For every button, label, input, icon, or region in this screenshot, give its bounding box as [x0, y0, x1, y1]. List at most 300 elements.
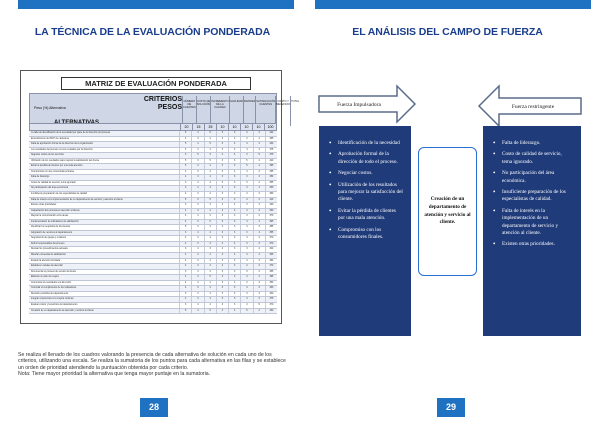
force-field-diagram	[319, 82, 581, 338]
score-cell: 375	[265, 153, 277, 158]
page-title: EL ANÁLISIS DEL CAMPO DE FUERZA	[352, 26, 543, 38]
score-cell: 5	[253, 153, 265, 158]
criterios-label: CRITERIOS PESOS	[143, 96, 182, 111]
score-cell: 3	[191, 292, 203, 297]
score-cell: 3	[253, 281, 265, 286]
score-cell: 3	[191, 259, 203, 264]
score-cell: 3	[216, 181, 228, 186]
score-cell: 3	[253, 236, 265, 241]
score-cell: 3	[216, 286, 228, 291]
score-cell: 3	[228, 259, 240, 264]
score-cell: 4	[240, 148, 252, 153]
score-cell: 3	[228, 225, 240, 230]
score-cell: 4	[204, 297, 216, 302]
score-cell: 3	[191, 198, 203, 203]
alternative-text: Controlar el cumplimiento de los indicadores	[31, 287, 77, 290]
score-cell: 4	[179, 264, 191, 269]
alternative-text: Integrar al personal en la mejora continua	[31, 298, 74, 301]
alternative-text: Implementación de indicadores de satisfacción	[31, 220, 79, 223]
score-cell: 4	[228, 309, 240, 314]
alternative-text: Insuficiente preparación de los especialistas de calidad	[31, 193, 88, 196]
score-cell: 3	[191, 242, 203, 247]
alternative-text: Diseñar encuestas de satisfacción	[31, 254, 66, 257]
score-cell: 4	[191, 148, 203, 153]
score-cell: 4	[204, 231, 216, 236]
score-cell: 3	[179, 231, 191, 236]
score-cell: 3	[179, 270, 191, 275]
score-cell: 3	[191, 281, 203, 286]
score-cell: 3	[204, 153, 216, 158]
criteria-columns	[182, 96, 300, 126]
score-cell: 3	[228, 236, 240, 241]
score-cell: 3	[216, 209, 228, 214]
score-cell: 4	[216, 137, 228, 142]
score-cell: 3	[216, 275, 228, 280]
score-cell: 360	[265, 259, 277, 264]
driving-force-item: • Identificación de la necesidad	[329, 140, 403, 147]
peso-label: Peso (%) Alternativa	[34, 106, 66, 110]
explanation-note: Se realiza el llenado de los cuadros valorando la presencia de cada alternativa de solución en cada uno de los criterios, utilizando una escala. Se realiza la sumatoria de los puntos para cada alternativa en las filas y se establece un orden de prioridad atendiendo la puntuación obtenida por cada criterio. Nota: Tiene mayor prioridad la alternativa que tenga mayor puntaje en la sumatoria.	[18, 352, 286, 378]
score-cell: 5	[204, 159, 216, 164]
score-cell: 4	[216, 309, 228, 314]
score-cell: 3	[253, 253, 265, 258]
score-cell: 3	[240, 242, 252, 247]
score-cell: 4	[204, 181, 216, 186]
score-cell: 3	[253, 259, 265, 264]
score-cell: 3	[253, 170, 265, 175]
score-cell: 3	[240, 137, 252, 142]
score-cell: 3	[216, 214, 228, 219]
score-cell: 3	[216, 198, 228, 203]
score-cell: 4	[240, 297, 252, 302]
score-cell: 3	[179, 292, 191, 297]
score-cell: 3	[191, 253, 203, 258]
score-cell: 4	[204, 137, 216, 142]
score-cell: 3	[179, 203, 191, 208]
page-number: 29	[437, 398, 465, 417]
score-cell: 3	[216, 297, 228, 302]
alternative-text: Los resultados del proceso no son revisados por la dirección	[31, 148, 93, 151]
score-cell: 3	[253, 242, 265, 247]
score-cell: 3	[191, 236, 203, 241]
score-cell: 4	[204, 259, 216, 264]
alternative-text: Revisar los procedimientos actuales	[31, 248, 68, 251]
score-cell: 3	[240, 303, 252, 308]
score-cell: 395	[265, 220, 277, 225]
score-cell: 4	[179, 137, 191, 142]
score-cell: 3	[191, 170, 203, 175]
score-cell: 3	[191, 264, 203, 269]
score-cell: 4	[216, 242, 228, 247]
score-cell: 395	[265, 275, 277, 280]
score-cell: 4	[179, 192, 191, 197]
score-cell: 3	[228, 159, 240, 164]
score-cell: 3	[253, 225, 265, 230]
score-cell: 4	[204, 264, 216, 269]
restraining-force-item: • Costo de calidad de servicio, tema ignorado.	[493, 151, 573, 166]
score-cell: 3	[216, 142, 228, 147]
score-cell: 3	[216, 270, 228, 275]
score-cell: 3	[191, 220, 203, 225]
score-cell: 3	[240, 231, 252, 236]
score-cell: 3	[228, 247, 240, 252]
score-cell: 3	[228, 198, 240, 203]
score-cell: 3	[191, 192, 203, 197]
score-cell: 3	[228, 175, 240, 180]
score-cell: 4	[191, 181, 203, 186]
alternative-text: Existen otras prioridades	[31, 204, 57, 207]
score-cell: 355	[265, 181, 277, 186]
alternative-text: Asignación de recursos al departamento	[31, 231, 73, 234]
score-cell: 5	[179, 159, 191, 164]
score-cell: 4	[253, 231, 265, 236]
score-cell: 4	[240, 198, 252, 203]
restraining-force-item: • Insuficiente preparación de los especialistas de calidad.	[493, 189, 573, 204]
score-cell: 4	[204, 236, 216, 241]
score-cell: 4	[240, 170, 252, 175]
score-cell: 3	[228, 186, 240, 191]
score-cell: 5	[179, 164, 191, 169]
alternative-text: Capacitación del personal en atención al cliente	[31, 209, 80, 212]
alternative-text: Evaluar la atención brindada	[31, 259, 61, 262]
driving-force-item: • Aprobación formal de la dirección de todo el proceso.	[329, 151, 403, 166]
driving-force-item: • Evitar la pérdida de clientes por una mala atención.	[329, 208, 403, 223]
score-cell: 4	[216, 264, 228, 269]
score-cell: 4	[204, 164, 216, 169]
score-cell: 3	[240, 292, 252, 297]
alternative-text: Creación de un departamento de atención y servicio al cliente	[31, 309, 94, 312]
score-cell: 3	[191, 175, 203, 180]
score-cell: 370	[265, 236, 277, 241]
score-cell: 4	[191, 270, 203, 275]
score-cell: 4	[253, 247, 265, 252]
score-cell: 4	[204, 303, 216, 308]
score-cell: 365	[265, 137, 277, 142]
score-cell: 4	[216, 236, 228, 241]
score-cell: 5	[179, 198, 191, 203]
score-cell: 4	[253, 164, 265, 169]
score-cell: 5	[204, 142, 216, 147]
weight-cell: 15	[192, 124, 204, 130]
score-cell: 4	[179, 209, 191, 214]
score-cell: 4	[240, 236, 252, 241]
score-cell: 3	[253, 286, 265, 291]
score-cell: 4	[228, 170, 240, 175]
score-cell: 330	[265, 292, 277, 297]
score-cell: 3	[216, 148, 228, 153]
score-cell: 4	[253, 131, 265, 136]
score-cell: 4	[179, 236, 191, 241]
score-cell: 3	[179, 153, 191, 158]
alternative-text: Comunicar los resultados a la dirección	[31, 281, 72, 284]
score-cell: 4	[240, 209, 252, 214]
weight-cell: 100	[264, 124, 276, 130]
alternative-text: Compromiso con los consumidores finales	[31, 170, 75, 173]
score-cell: 3	[191, 275, 203, 280]
restraining-forces-list	[483, 126, 581, 259]
alternative-text: Negociar costos de los servicios	[31, 154, 64, 157]
weight-cell: 25	[204, 124, 216, 130]
score-cell: 3	[191, 225, 203, 230]
score-cell: 5	[179, 225, 191, 230]
score-cell: 4	[179, 214, 191, 219]
score-cell: 375	[265, 148, 277, 153]
alternative-text: Definir responsables del proceso	[31, 242, 65, 245]
score-cell: 4	[191, 231, 203, 236]
score-cell: 4	[253, 181, 265, 186]
score-cell: 4	[179, 175, 191, 180]
score-cell: 4	[191, 214, 203, 219]
score-cell: 5	[204, 275, 216, 280]
score-cell: 4	[228, 253, 240, 258]
score-cell: 3	[216, 225, 228, 230]
score-cell: 4	[179, 297, 191, 302]
driving-forces-list	[319, 126, 411, 251]
score-cell: 460	[265, 309, 277, 314]
criterion-header: INCREMENTO DE LA CALIDAD	[210, 96, 228, 126]
score-cell: 4	[253, 137, 265, 142]
alternative-text: Falta de liderazgo	[31, 176, 50, 179]
score-cell: 3	[179, 247, 191, 252]
table-row	[29, 309, 277, 315]
score-cell: 3	[240, 203, 252, 208]
score-cell: 4	[253, 159, 265, 164]
top-bar	[315, 0, 591, 9]
score-cell: 3	[191, 164, 203, 169]
alternative-text: Elaborar un plan de mejora	[31, 276, 59, 279]
score-cell: 5	[240, 309, 252, 314]
score-cell: 4	[216, 203, 228, 208]
score-cell: 3	[191, 203, 203, 208]
score-cell: 3	[228, 281, 240, 286]
score-cell: 3	[191, 159, 203, 164]
score-cell: 320	[265, 203, 277, 208]
alternative-text: Evaluar costos y beneficios del departamento	[31, 303, 78, 306]
alternative-text: No participación del área económica	[31, 187, 69, 190]
score-cell: 5	[191, 153, 203, 158]
score-cell: 3	[253, 209, 265, 214]
score-cell: 3	[179, 181, 191, 186]
alternative-text: Identificar los requisitos de los clientes	[31, 226, 71, 229]
score-cell: 3	[228, 181, 240, 186]
score-cell: 3	[240, 214, 252, 219]
score-cell: 4	[204, 214, 216, 219]
score-cell: 4	[253, 220, 265, 225]
score-cell: 4	[228, 142, 240, 147]
score-cell: 3	[216, 175, 228, 180]
score-cell: 3	[216, 253, 228, 258]
score-cell: 430	[265, 142, 277, 147]
score-cell: 3	[228, 270, 240, 275]
score-cell: 5	[240, 164, 252, 169]
weights-row	[29, 123, 277, 131]
score-cell: 3	[179, 186, 191, 191]
score-cell: 4	[240, 192, 252, 197]
page-number: 28	[140, 398, 168, 417]
score-cell: 370	[265, 264, 277, 269]
score-cell: 4	[240, 275, 252, 280]
score-cell: 4	[204, 242, 216, 247]
score-cell: 5	[204, 198, 216, 203]
score-cell: 4	[179, 220, 191, 225]
score-cell: 4	[204, 225, 216, 230]
score-cell: 3	[216, 170, 228, 175]
score-cell: 370	[265, 303, 277, 308]
weight-cell: 10	[216, 124, 228, 130]
score-cell: 4	[253, 309, 265, 314]
score-cell: 3	[228, 231, 240, 236]
score-cell: 4	[179, 148, 191, 153]
score-cell: 3	[253, 292, 265, 297]
score-cell: 3	[191, 137, 203, 142]
score-cell: 4	[204, 170, 216, 175]
score-cell: 3	[228, 220, 240, 225]
score-cell: 355	[265, 270, 277, 275]
score-cell: 3	[228, 164, 240, 169]
score-cell: 375	[265, 297, 277, 302]
score-cell: 3	[191, 286, 203, 291]
score-cell: 4	[191, 186, 203, 191]
score-cell: 3	[228, 214, 240, 219]
score-cell: 3	[228, 297, 240, 302]
score-cell: 3	[253, 148, 265, 153]
score-cell: 5	[179, 142, 191, 147]
score-cell: 360	[265, 192, 277, 197]
score-cell: 4	[240, 264, 252, 269]
score-cell: 4	[204, 148, 216, 153]
criterion-header: TOTAL	[290, 96, 299, 126]
driving-force-item: • Negociar costos.	[329, 170, 403, 177]
score-cell: 3	[216, 159, 228, 164]
score-cell: 4	[204, 175, 216, 180]
score-cell: 4	[204, 286, 216, 291]
score-cell: 410	[265, 198, 277, 203]
alternative-text: Entendimiento del RCP de cada área	[31, 137, 69, 140]
score-cell: 3	[216, 303, 228, 308]
score-cell: 370	[265, 214, 277, 219]
score-cell: 3	[204, 186, 216, 191]
score-cell: 4	[204, 292, 216, 297]
score-cell: 330	[265, 186, 277, 191]
score-cell: 3	[240, 270, 252, 275]
score-cell: 360	[265, 209, 277, 214]
score-cell: 422	[265, 131, 277, 136]
score-cell: 4	[240, 142, 252, 147]
score-cell: 4	[191, 142, 203, 147]
score-cell: 4	[240, 253, 252, 258]
top-bar	[18, 0, 294, 9]
score-cell: 4	[179, 281, 191, 286]
score-cell: 3	[240, 186, 252, 191]
score-cell: 4	[240, 131, 252, 136]
alternative-text: Mejorar la comunicación entre áreas	[31, 215, 69, 218]
score-cell: 4	[253, 297, 265, 302]
score-cell: 5	[179, 131, 191, 136]
restraining-force-item: • Falta de interés en la implementación de un departamento de servicio y atención al cliente.	[493, 208, 573, 238]
score-cell: 3	[216, 192, 228, 197]
score-cell: 4	[204, 192, 216, 197]
driving-force-item: • Utilización de los resultados para mejorar la satisfacción del cliente.	[329, 182, 403, 204]
score-cell: 5	[179, 309, 191, 314]
driving-label: Fuerza Impulsadora	[337, 102, 381, 108]
center-objective-box: Creación de un departamento de atención y servicio al cliente.	[418, 147, 477, 276]
score-cell: 4	[204, 253, 216, 258]
restraining-force-item: • No participación del área económica.	[493, 170, 573, 185]
score-cell: 3	[228, 275, 240, 280]
alternative-text: Falta de interés en la implementación de un departamento de servicio y atención al cliente	[31, 198, 123, 201]
score-cell: 3	[191, 209, 203, 214]
score-cell: 4	[179, 253, 191, 258]
score-cell: 3	[253, 175, 265, 180]
score-cell: 3	[191, 297, 203, 302]
score-cell: 4	[179, 242, 191, 247]
score-cell: 4	[179, 286, 191, 291]
weight-cell: 10	[228, 124, 240, 130]
score-cell: 365	[265, 253, 277, 258]
alternative-text: Evitar la pérdida de clientes por una mala atención	[31, 165, 83, 168]
score-cell: 3	[240, 153, 252, 158]
score-cell: 4	[191, 247, 203, 252]
page-title: LA TÉCNICA DE LA EVALUACIÓN PONDERADA	[34, 26, 271, 38]
alternative-text: Falta de aprobación formal de la dirección de la organización	[31, 143, 94, 146]
score-cell: 4	[179, 170, 191, 175]
alternative-text: Documentar el proceso de servicio al cliente	[31, 270, 77, 273]
alternative-text: La falta de identificación de la necesidad por parte de la dirección del proceso	[31, 132, 111, 134]
score-cell: 4	[253, 275, 265, 280]
score-cell: 5	[253, 303, 265, 308]
score-cell: 3	[253, 203, 265, 208]
score-cell: 3	[216, 186, 228, 191]
score-cell: 4	[228, 203, 240, 208]
score-cell: 4	[228, 242, 240, 247]
score-cell: 3	[228, 192, 240, 197]
score-cell: 4	[253, 142, 265, 147]
criterion-header: RAPIDEZ	[243, 96, 255, 126]
score-cell: 350	[265, 175, 277, 180]
score-cell: 3	[228, 303, 240, 308]
score-cell: 3	[216, 292, 228, 297]
driving-forces-panel	[319, 126, 411, 336]
score-cell: 5	[204, 220, 216, 225]
score-cell: 3	[216, 131, 228, 136]
matrix-title: MATRIZ DE EVALUACIÓN PONDERADA	[61, 77, 251, 90]
score-cell: 370	[265, 242, 277, 247]
weight-cell: 20	[180, 124, 192, 130]
criterion-header: SATISFACCIÓN CLIENTES	[255, 96, 275, 126]
score-cell: 3	[228, 131, 240, 136]
score-cell: 4	[191, 309, 203, 314]
score-cell: 395	[265, 164, 277, 169]
criterion-header: COSTO DE SOLUCIÓN	[196, 96, 211, 126]
score-cell: 3	[240, 247, 252, 252]
score-cell: 4	[253, 186, 265, 191]
score-cell: 3	[216, 231, 228, 236]
score-cell: 4	[240, 259, 252, 264]
score-cell: 4	[253, 270, 265, 275]
score-cell: 4	[253, 198, 265, 203]
criterion-header: COSTO Y BENEFICIO	[275, 96, 290, 126]
score-cell: 5	[240, 159, 252, 164]
score-cell: 355	[265, 231, 277, 236]
score-cell: 3	[228, 137, 240, 142]
score-cell: 4	[179, 275, 191, 280]
score-cell: 3	[228, 292, 240, 297]
score-cell: 5	[204, 131, 216, 136]
score-cell: 340	[265, 247, 277, 252]
alternative-text: Revisión periódica del departamento	[31, 292, 69, 295]
score-cell: 3	[253, 192, 265, 197]
score-cell: 3	[228, 286, 240, 291]
